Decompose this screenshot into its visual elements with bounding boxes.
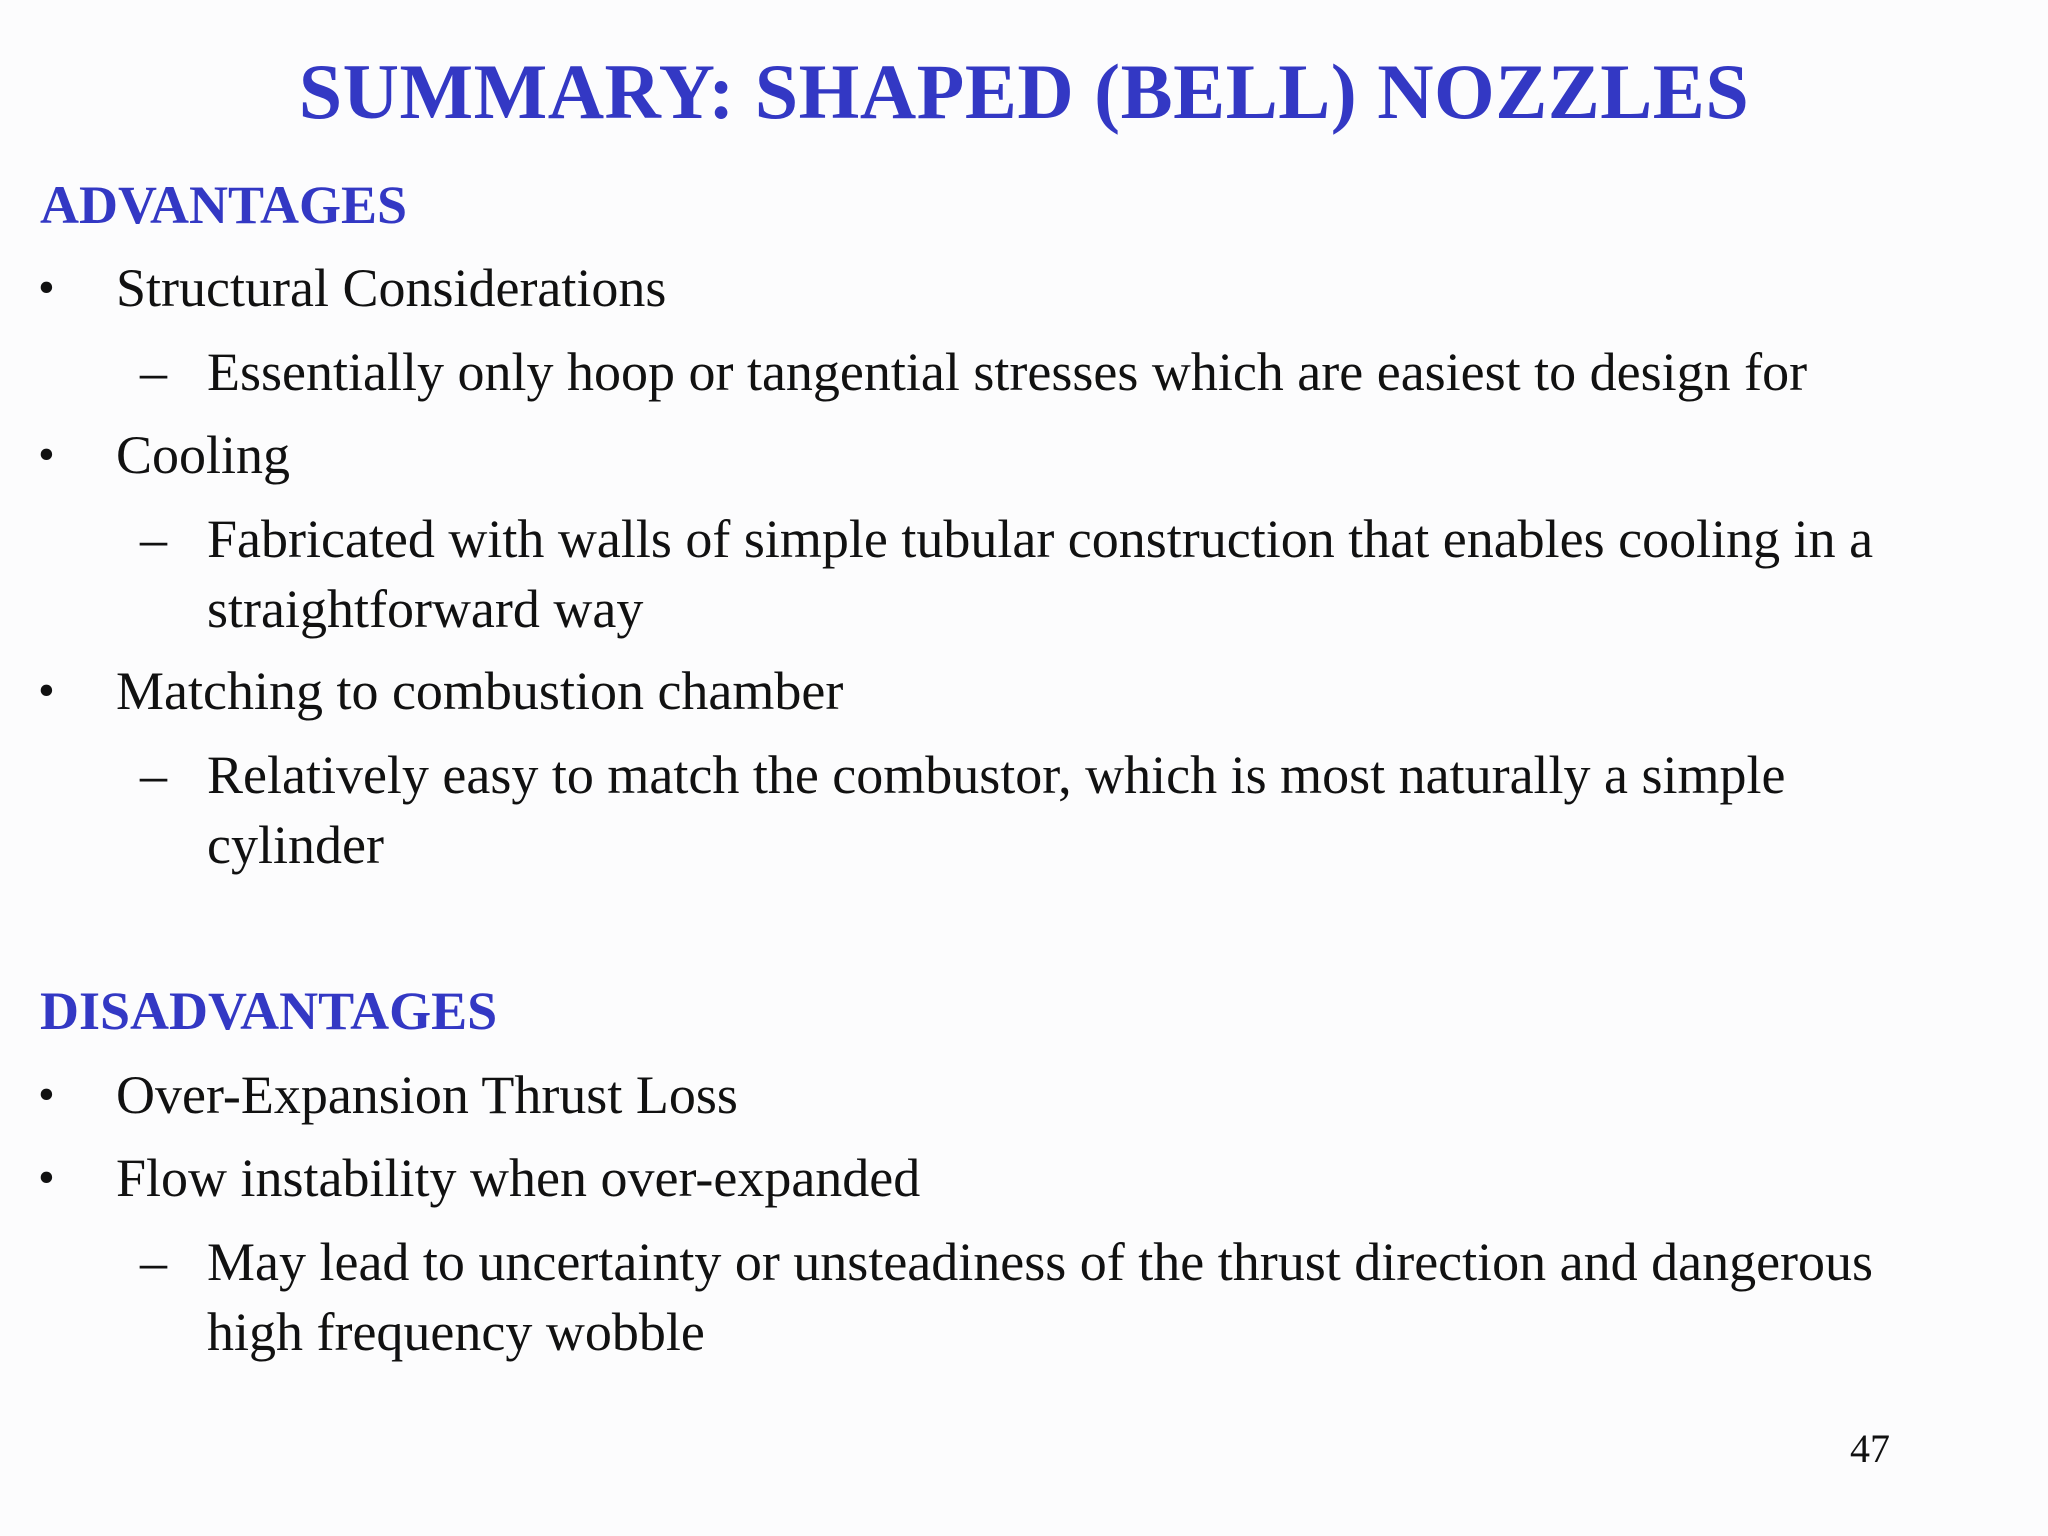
bullet-icon: • (38, 664, 55, 717)
slide-title: SUMMARY: SHAPED (BELL) NOZZLES (298, 48, 1750, 135)
bullet-text: Cooling (116, 425, 291, 485)
bullet-text: Structural Considerations (116, 258, 667, 318)
page-number: 47 (1850, 1426, 1890, 1471)
bullet-text: Matching to combustion chamber (116, 661, 844, 721)
bullet-icon: • (38, 428, 55, 481)
bullet-text: Over-Expansion Thrust Loss (116, 1065, 738, 1125)
subitem-text: Relatively easy to match the combustor, which is most naturally a simple cylinder (207, 745, 1786, 875)
dash-icon: – (140, 745, 167, 805)
bullet-icon: • (38, 261, 55, 314)
bullet-text: Flow instability when over-expanded (116, 1148, 921, 1208)
disadvantages-heading: DISADVANTAGES (40, 981, 498, 1041)
bullet-icon: • (38, 1068, 55, 1121)
dash-icon: – (140, 342, 167, 402)
subitem-text: May lead to uncertainty or unsteadiness of the thrust direction and dangerous high frequency wobble (207, 1232, 1874, 1362)
dash-icon: – (140, 1232, 167, 1292)
dash-icon: – (140, 509, 167, 569)
subitem-text: Fabricated with walls of simple tubular construction that enables cooling in a straightforward way (207, 509, 1874, 639)
bullet-icon: • (38, 1151, 55, 1204)
advantages-heading: ADVANTAGES (40, 175, 408, 235)
subitem-text: Essentially only hoop or tangential stresses which are easiest to design for (207, 342, 1808, 402)
